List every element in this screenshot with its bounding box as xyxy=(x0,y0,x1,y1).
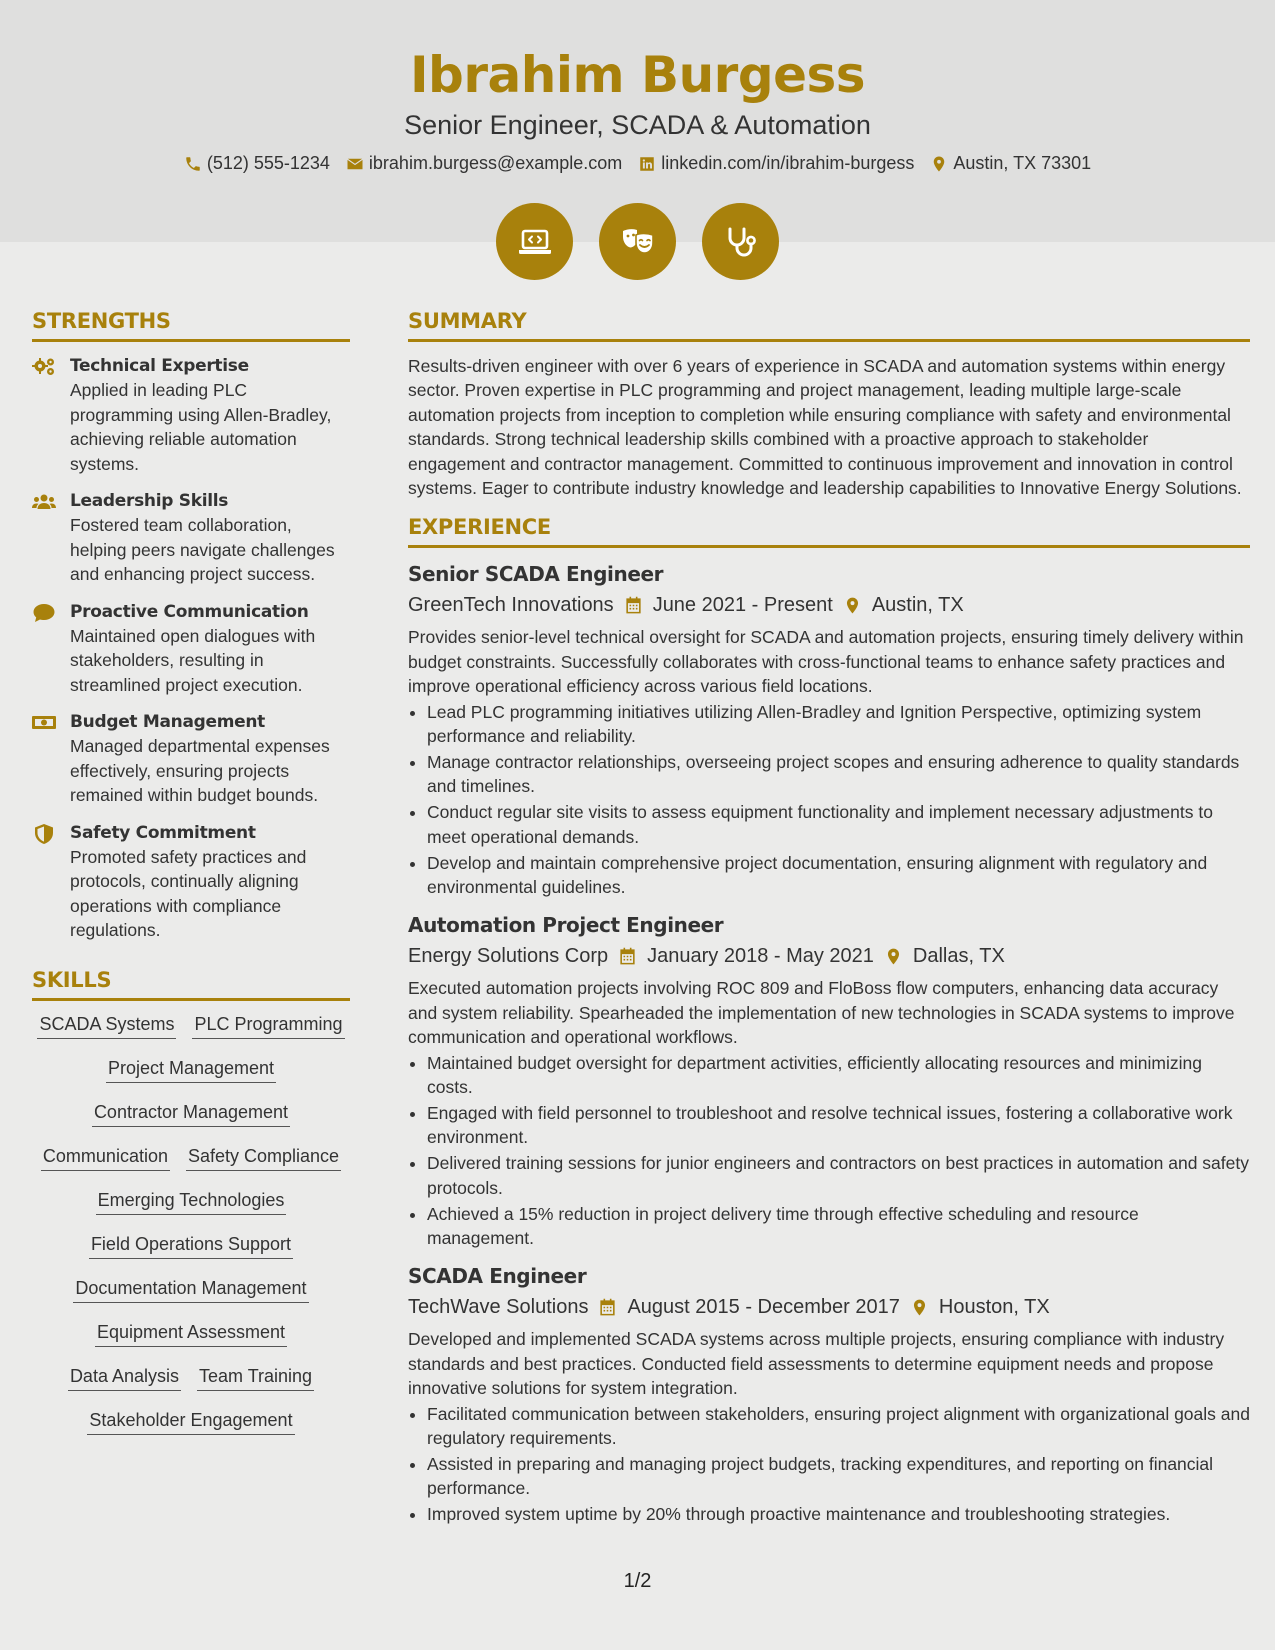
calendar-icon xyxy=(598,1298,617,1317)
strength-title: Proactive Communication xyxy=(70,601,309,622)
job-title: SCADA Engineer xyxy=(408,1264,587,1289)
masks-theater-icon xyxy=(618,222,658,262)
interest-icons xyxy=(0,203,1275,280)
strength-desc: Maintained open dialogues with stakeholders, resulting in streamlined project execution. xyxy=(70,625,316,695)
skill-tag: Field Operations Support xyxy=(89,1233,293,1259)
strength-item xyxy=(32,710,350,808)
job-dates: August 2015 - December 2017 xyxy=(627,1296,900,1319)
page-number: 1/2 xyxy=(623,1570,652,1592)
list-item: • Engaged with field personnel to troubleshoot and resolve technical issues, fostering a collaborative work environment. xyxy=(427,1101,1250,1150)
list-item: • Facilitated communication between stakeholders, ensuring project alignment with organizational goals and regulatory requirements. xyxy=(427,1402,1250,1451)
strength-title: Technical Expertise xyxy=(70,356,249,376)
job-title: Senior SCADA Engineer xyxy=(408,562,664,587)
strength-item xyxy=(32,821,350,943)
laptop-code-icon xyxy=(515,222,555,262)
job-meta xyxy=(408,1291,1250,1323)
linkedin-icon xyxy=(638,155,656,173)
list-item: • Achieved a 15% reduction in project delivery time through effective scheduling and resource management. xyxy=(427,1202,1250,1251)
skill-tag: Project Management xyxy=(106,1057,276,1083)
left-column xyxy=(32,308,350,1435)
job-company: Energy Solutions Corp xyxy=(408,945,609,968)
strength-title: Leadership Skills xyxy=(70,491,229,511)
skill-tag: SCADA Systems xyxy=(37,1013,176,1039)
phone-text: (512) 555-1234 xyxy=(206,153,330,173)
skill-tag: Safety Compliance xyxy=(186,1145,341,1171)
strength-item xyxy=(32,354,350,476)
gears-icon xyxy=(32,357,56,377)
list-item: • Delivered training sessions for junior engineers and contractors on best practices in automation and safety protocols. xyxy=(427,1151,1250,1200)
job-description: Developed and implemented SCADA systems across multiple projects, ensuring compliance with industry standards and best practices. Conducted field assessments to determine equipment needs and propose innovative solutions for system integration. xyxy=(408,1329,1225,1399)
strength-desc: Promoted safety practices and protocols, continually aligning operations with compliance regulations. xyxy=(70,846,307,940)
skill-tag: Contractor Management xyxy=(92,1101,290,1127)
job-entry xyxy=(408,560,1250,899)
summary-text: Results-driven engineer with over 6 years of experience in SCADA and automation systems within energy sector. Proven expertise in PLC programming and project management, leading multiple large-scale automation projects from inception to completion while ensuring compliance with safety and environmental standards. Strong technical leadership skills combined with a proactive approach to stakeholder engagement and contractor management. Committed to continuous improvement and innovation in control systems. Eager to contribute industry knowledge and leadership capabilities to Innovative Energy Solutions. xyxy=(408,356,1242,499)
job-company: GreenTech Innovations xyxy=(408,594,614,617)
envelope-icon xyxy=(346,155,364,173)
right-column xyxy=(408,308,1250,1539)
calendar-icon xyxy=(618,947,637,966)
skills-list xyxy=(32,1013,350,1435)
job-bullets xyxy=(408,700,1250,900)
skill-tag: Team Training xyxy=(197,1365,314,1391)
contact-bar xyxy=(0,153,1275,174)
job-dates: January 2018 - May 2021 xyxy=(647,945,874,968)
skill-tag: PLC Programming xyxy=(192,1013,344,1039)
skill-tag: Stakeholder Engagement xyxy=(87,1409,294,1435)
list-item: • Manage contractor relationships, overseeing project scopes and ensuring adherence to quality standards and timelines. xyxy=(427,750,1250,799)
job-bullets xyxy=(408,1051,1250,1251)
map-marker-icon xyxy=(910,1298,929,1317)
strength-title: Budget Management xyxy=(70,712,266,732)
skill-tag: Documentation Management xyxy=(73,1277,308,1303)
money-bill-icon xyxy=(32,713,56,733)
contact-linkedin[interactable] xyxy=(638,153,914,174)
list-item: • Develop and maintain comprehensive project documentation, ensuring alignment with regulatory and environmental guidelines. xyxy=(427,851,1250,900)
skill-tag: Communication xyxy=(41,1145,170,1171)
map-marker-icon xyxy=(930,155,948,173)
calendar-icon xyxy=(624,596,643,615)
linkedin-text: linkedin.com/in/ibrahim-burgess xyxy=(661,153,915,173)
interest-coding xyxy=(496,203,573,280)
job-meta xyxy=(408,940,1250,972)
shield-icon xyxy=(32,824,56,844)
map-marker-icon xyxy=(884,947,903,966)
list-item: • Conduct regular site visits to assess equipment functionality and implement necessary adjustments to meet operational demands. xyxy=(427,800,1250,849)
job-bullets xyxy=(408,1402,1250,1527)
interest-theater xyxy=(599,203,676,280)
list-item: • Maintained budget oversight for department activities, efficiently allocating resources and minimizing costs. xyxy=(427,1051,1250,1100)
map-marker-icon xyxy=(843,596,862,615)
experience-heading: EXPERIENCE xyxy=(408,514,1250,548)
job-location: Austin, TX xyxy=(871,594,964,617)
job-description: Executed automation projects involving ROC 809 and FloBoss flow computers, enhancing data accuracy and system reliability. Spearheaded the implementation of new technologies in SCADA systems to improve communication and operational workflows. xyxy=(408,978,1235,1048)
list-item: • Improved system uptime by 20% through proactive maintenance and troubleshooting strategies. xyxy=(427,1502,1250,1526)
strength-title: Safety Commitment xyxy=(70,822,256,843)
strength-desc: Managed departmental expenses effectively, ensuring projects remained within budget bounds. xyxy=(70,736,330,805)
users-icon xyxy=(32,492,56,512)
interest-medicine xyxy=(702,203,779,280)
stethoscope-icon xyxy=(721,222,761,262)
contact-phone[interactable] xyxy=(184,153,330,174)
strengths-heading: STRENGTHS xyxy=(32,308,350,342)
strength-item xyxy=(32,600,350,698)
list-item: • Assisted in preparing and managing project budgets, tracking expenditures, and reporting on financial performance. xyxy=(427,1452,1250,1501)
candidate-name: Ibrahim Burgess xyxy=(409,46,866,104)
list-item: • Lead PLC programming initiatives utilizing Allen-Bradley and Ignition Perspective, optimizing system performance and reliability. xyxy=(427,700,1250,749)
skills-heading: SKILLS xyxy=(32,967,350,1001)
contact-location xyxy=(930,153,1091,174)
phone-icon xyxy=(184,155,202,173)
skill-tag: Equipment Assessment xyxy=(95,1321,287,1347)
job-description: Provides senior-level technical oversight for SCADA and automation projects, ensuring timely delivery within budget constraints. Successfully collaborates with cross-functional teams to enhance safety practices and improve operational efficiency across various field locations. xyxy=(408,627,1244,697)
skill-tag: Data Analysis xyxy=(68,1365,181,1391)
strength-desc: Applied in leading PLC programming using Allen-Bradley, achieving reliable automation systems. xyxy=(70,380,332,474)
email-text: ibrahim.burgess@example.com xyxy=(368,153,623,173)
summary-heading: SUMMARY xyxy=(408,308,1250,342)
strength-desc: Fostered team collaboration, helping peers navigate challenges and enhancing project success. xyxy=(70,515,335,584)
candidate-title: Senior Engineer, SCADA & Automation xyxy=(404,110,871,140)
job-title: Automation Project Engineer xyxy=(408,913,724,938)
location-text: Austin, TX 73301 xyxy=(953,153,1092,173)
job-location: Dallas, TX xyxy=(912,945,1005,968)
contact-email[interactable] xyxy=(346,153,622,174)
job-entry xyxy=(408,911,1250,1250)
job-dates: June 2021 - Present xyxy=(652,594,833,617)
job-entry xyxy=(408,1262,1250,1526)
job-company: TechWave Solutions xyxy=(408,1296,589,1319)
skill-tag: Emerging Technologies xyxy=(96,1189,287,1215)
job-location: Houston, TX xyxy=(938,1296,1050,1319)
job-meta xyxy=(408,589,1250,621)
strength-item xyxy=(32,489,350,587)
comment-icon xyxy=(32,603,56,623)
